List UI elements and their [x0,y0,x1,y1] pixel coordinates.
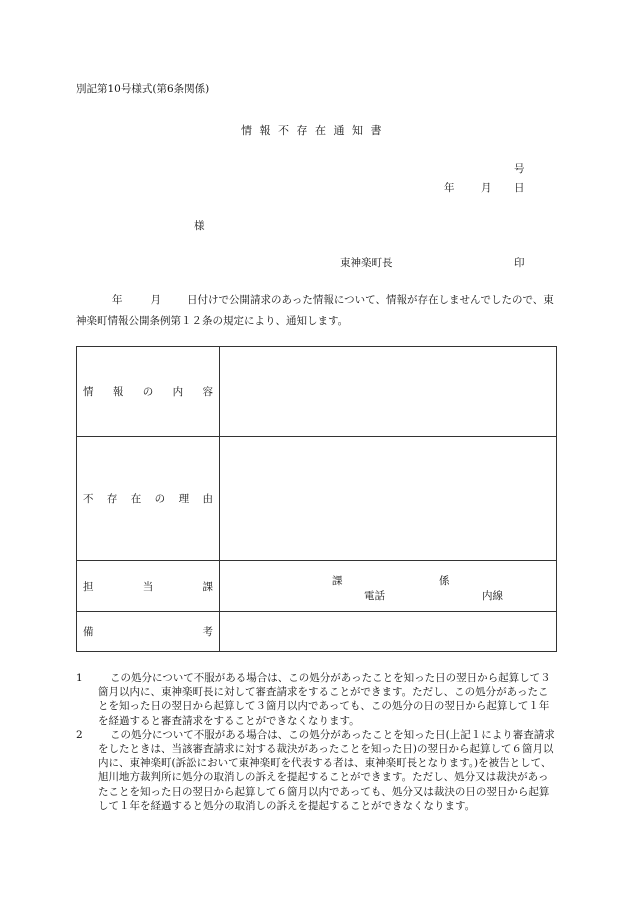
reason-label [83,491,213,506]
dept-extension-label: 内線 [482,590,503,602]
label-char: 報 [112,386,124,398]
reason-label-cell [77,437,220,561]
label-char: 由 [202,493,213,505]
document-title: 情報不存在通知書 [241,124,389,137]
note-text: この処分について不服がある場合は、この処分があったことを知った日(上記１により審査請求をしたときは、当該審査請求に対する裁決があったことを知った日)の翌日から起算して６箇月以内に、東神楽町(訴訟において東神楽町を代表する者は、東神楽町長となります。)を被告として、旭川地方裁判所に処分の取消しの訴えを提起することができます。ただし、処分又は裁決があったことを知った日の翌日から起算して６箇月以内であっても、処分又は裁決の日の翌日から起算して１年を経過すると処分の取消しの訴えを提起することができなくなります。 [98,728,555,812]
remarks-value-cell[interactable] [220,612,557,652]
label-char: 備 [83,626,94,638]
label-char: 内 [172,386,184,398]
body-month: 月 [150,294,161,306]
remarks-label-cell [77,612,220,652]
date-day-label: 日 [514,182,525,194]
label-char: 理 [178,493,190,505]
label-char: 存 [106,493,118,505]
document-number-label: 号 [514,163,525,175]
remarks-label [83,624,213,639]
notes-list [76,671,557,813]
note-item [76,671,557,728]
label-char: 情 [83,386,94,398]
label-char: の [142,386,154,398]
reason-value-cell[interactable] [220,437,557,561]
info-table [76,346,557,652]
content-value-cell[interactable] [220,347,557,437]
dept-value-cell[interactable] [220,561,557,612]
body-text: 日付けで公開請求のあった情報について、情報が存在しませんでしたので、東神楽町情報公開条例第１２条の規定により、通知します。 [76,294,554,327]
note-text: この処分について不服がある場合は、この処分があったことを知った日の翌日から起算して３箇月以内に、東神楽町長に対して審査請求をすることができます。ただし、この処分があったことを知った日の翌日から起算して３箇月以内であっても、この処分の日の翌日から起算して１年を経過すると審査請求をすることができなくなります。 [98,672,551,727]
label-char: 担 [83,580,94,593]
date-month-label: 月 [481,182,492,194]
recipient-honorific: 様 [194,220,205,232]
content-label [83,384,213,399]
dept-label [83,579,213,594]
label-char: 不 [83,493,94,505]
form-label: 別記第10号様式(第6条関係) [76,83,210,95]
label-char: 課 [202,580,213,593]
dept-subsection-label: 係 [439,575,450,587]
label-char: 容 [202,386,213,398]
note-number: 2 [76,728,83,741]
notice-body [76,290,556,332]
seal-mark: 印 [514,257,525,269]
date-year-label: 年 [444,182,455,194]
label-char: 当 [142,580,154,593]
label-char: の [154,493,166,505]
note-item [76,728,557,813]
content-label-cell [77,347,220,437]
issuer-name: 東神楽町長 [340,257,393,269]
dept-section-label: 課 [332,575,343,587]
label-char: 考 [202,626,213,638]
body-year: 年 [112,294,123,306]
dept-label-cell [77,561,220,612]
dept-phone-label: 電話 [364,590,385,602]
note-number: 1 [76,672,83,684]
label-char: 在 [130,493,142,505]
